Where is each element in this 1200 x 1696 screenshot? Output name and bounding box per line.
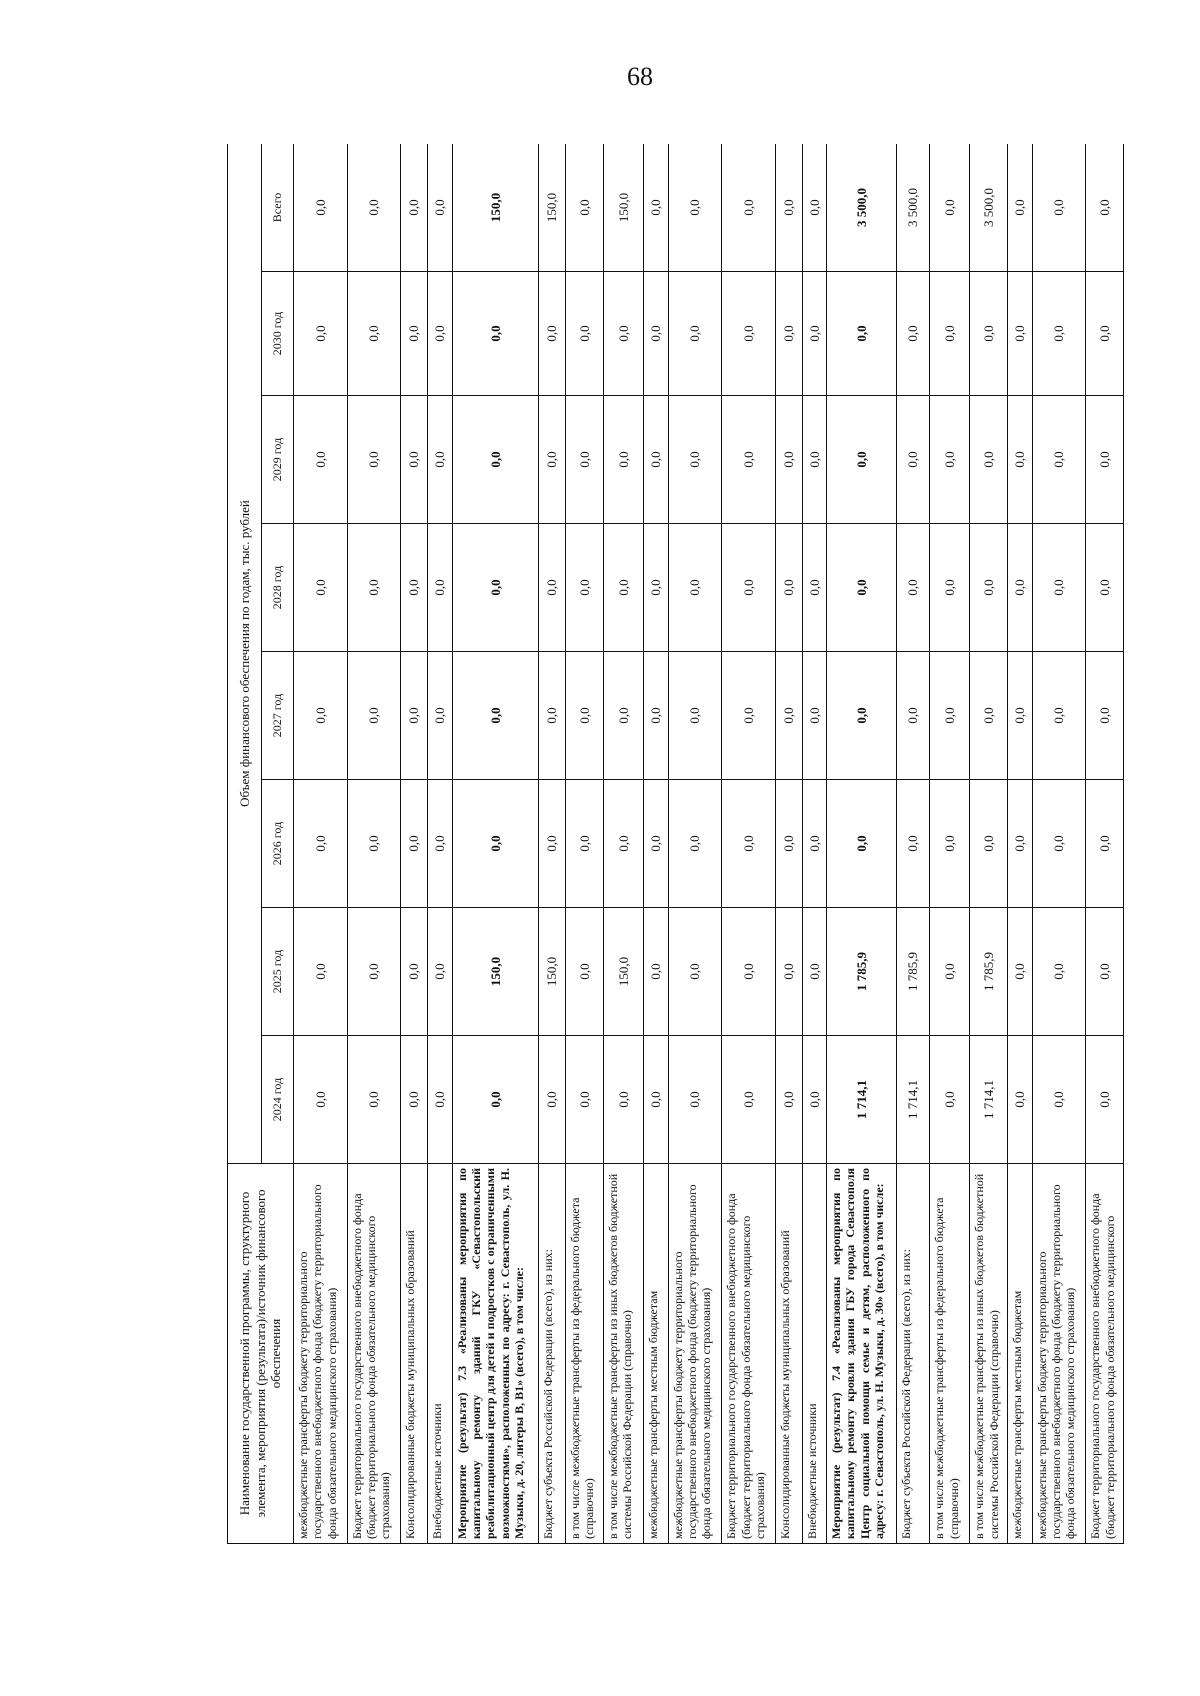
table-row [970,144,1008,1544]
row-value: 1 785,9 [970,908,1008,1036]
row-value: 0,0 [1008,396,1033,524]
row-value: 0,0 [1086,908,1124,1036]
row-value: 0,0 [566,144,604,272]
row-label: межбюджетные трансферты бюджету территориального государственного внебюджетного фонда (бюджету территориального фонда обязательного медицинского страхования) [668,1164,722,1544]
row-value: 1 714,1 [970,1036,1008,1164]
row-value: 0,0 [827,652,897,780]
row-value: 0,0 [452,524,539,652]
row-value: 0,0 [539,652,566,780]
row-value: 0,0 [428,908,453,1036]
row-value: 0,0 [644,1036,669,1164]
row-label: межбюджетные трансферты местным бюджетам [644,1164,669,1544]
table-row [294,144,348,1544]
row-value: 0,0 [930,272,970,396]
row-value: 3 500,0 [970,144,1008,272]
row-label: межбюджетные трансферты местным бюджетам [1008,1164,1033,1544]
row-value: 0,0 [1086,396,1124,524]
row-value: 0,0 [775,396,802,524]
row-value: 0,0 [722,1036,776,1164]
row-value: 0,0 [428,524,453,652]
row-value: 150,0 [603,144,643,272]
row-value: 0,0 [970,524,1008,652]
row-value: 0,0 [930,144,970,272]
row-value: 150,0 [539,144,566,272]
table-row [566,144,604,1544]
row-value: 0,0 [347,144,401,272]
row-value: 0,0 [644,780,669,908]
row-value: 0,0 [347,652,401,780]
row-value: 1 785,9 [827,908,897,1036]
row-value: 0,0 [566,780,604,908]
row-value: 1 785,9 [896,908,929,1036]
row-value: 0,0 [896,272,929,396]
row-value: 0,0 [294,1036,348,1164]
row-value: 0,0 [1086,1036,1124,1164]
row-value: 0,0 [452,396,539,524]
row-value: 0,0 [802,1036,827,1164]
row-value: 0,0 [539,1036,566,1164]
row-value: 0,0 [1032,1036,1086,1164]
row-value: 0,0 [722,272,776,396]
row-label: в том числе межбюджетные трансферты из иных бюджетов бюджетной системы Российской Федерации (справочно) [970,1164,1008,1544]
row-value: 0,0 [1086,780,1124,908]
table-row [827,144,897,1544]
row-value: 0,0 [452,1036,539,1164]
row-label: Бюджет субъекта Российской Федерации (всего), из них: [539,1164,566,1544]
row-value: 0,0 [566,908,604,1036]
table-row [802,144,827,1544]
row-label: Мероприятие (результат) 7.3 «Реализованы мероприятия по капитальному ремонту зданий ГКУ «Севастопольский реабилитационный центр для детей и подростков с ограниченными возможностями», расположенных по адресу: г. Севастополь, ул. Н. Музыки, д. 20, литеры В, В1» (всего), в том числе: [452,1164,539,1544]
row-value: 0,0 [347,1036,401,1164]
row-value: 0,0 [347,524,401,652]
row-value: 0,0 [644,144,669,272]
row-value: 0,0 [294,652,348,780]
row-value: 0,0 [603,652,643,780]
row-value: 0,0 [896,780,929,908]
row-label: межбюджетные трансферты бюджету территориального государственного внебюджетного фонда (бюджету территориального фонда обязательного медицинского страхования) [1032,1164,1086,1544]
row-value: 0,0 [802,524,827,652]
row-value: 0,0 [668,144,722,272]
row-value: 0,0 [294,524,348,652]
header-year-7: 2030 год [262,272,294,396]
table-head [228,144,294,1544]
row-value: 0,0 [827,272,897,396]
row-value: 0,0 [668,1036,722,1164]
row-value: 0,0 [539,780,566,908]
row-value: 0,0 [1008,524,1033,652]
table-row [347,144,401,1544]
row-value: 150,0 [452,144,539,272]
row-value: 0,0 [970,780,1008,908]
row-value: 0,0 [1086,652,1124,780]
row-label: Консолидированные бюджеты муниципальных образований [401,1164,428,1544]
row-label: в том числе межбюджетные трансферты из федерального бюджета (справочно) [930,1164,970,1544]
page-number: 68 [627,62,653,91]
row-value: 0,0 [668,908,722,1036]
row-value: 0,0 [347,396,401,524]
row-value: 0,0 [566,524,604,652]
row-value: 0,0 [1008,652,1033,780]
row-value: 0,0 [294,780,348,908]
row-value: 3 500,0 [896,144,929,272]
row-value: 0,0 [1008,780,1033,908]
row-value: 0,0 [802,652,827,780]
row-value: 0,0 [1086,272,1124,396]
row-value: 0,0 [1008,1036,1033,1164]
row-label: в том числе межбюджетные трансферты из федерального бюджета (справочно) [566,1164,604,1544]
row-value: 0,0 [722,524,776,652]
row-value: 0,0 [970,396,1008,524]
row-value: 0,0 [428,396,453,524]
row-value: 0,0 [347,272,401,396]
row-value: 0,0 [1032,396,1086,524]
row-label: в том числе межбюджетные трансферты из иных бюджетов бюджетной системы Российской Федерации (справочно) [603,1164,643,1544]
row-value: 0,0 [401,780,428,908]
row-value: 0,0 [539,524,566,652]
row-value: 0,0 [401,144,428,272]
row-value: 0,0 [644,908,669,1036]
row-value: 0,0 [668,652,722,780]
row-value: 0,0 [802,272,827,396]
row-value: 0,0 [722,908,776,1036]
row-label: Бюджет территориального государственного внебюджетного фонда (бюджет территориального фонда обязательного медицинского страхования) [722,1164,776,1544]
row-value: 0,0 [294,908,348,1036]
header-year-4: 2027 год [262,652,294,780]
header-financing-group: Объем финансового обеспечения по годам, тыс. рублей [228,144,262,1164]
table-row [722,144,776,1544]
table-row [930,144,970,1544]
row-value: 0,0 [428,652,453,780]
row-value: 0,0 [896,652,929,780]
row-value: 0,0 [603,396,643,524]
financing-table [227,144,1124,1544]
row-value: 0,0 [428,144,453,272]
row-value: 0,0 [452,652,539,780]
row-value: 0,0 [775,272,802,396]
row-value: 0,0 [930,1036,970,1164]
row-value: 0,0 [722,780,776,908]
row-value: 0,0 [722,652,776,780]
row-value: 0,0 [644,272,669,396]
row-value: 0,0 [566,396,604,524]
row-value: 0,0 [722,396,776,524]
table-row [603,144,643,1544]
row-value: 0,0 [401,1036,428,1164]
header-year-8: Всего [262,144,294,272]
row-value: 0,0 [1086,524,1124,652]
row-value: 0,0 [668,272,722,396]
table-frame [227,144,1124,1544]
row-value: 0,0 [294,396,348,524]
row-value: 0,0 [401,396,428,524]
table-body [294,144,1124,1544]
row-value: 0,0 [896,396,929,524]
row-value: 0,0 [1086,144,1124,272]
row-label: Бюджет территориального государственного внебюджетного фонда (бюджет территориального фонда обязательного медицинского страхования) [347,1164,401,1544]
row-value: 0,0 [930,908,970,1036]
row-label: Мероприятие (результат) 7.4 «Реализованы мероприятия по капитальному ремонту кровли здания ГБУ города Севастополя Центр социальной помощи семье и детям, расположенного по адресу: г. Севастополь, ул. Н. Музыки, д. 30» (всего), в том числе: [827,1164,897,1544]
row-label: межбюджетные трансферты бюджету территориального государственного внебюджетного фонда (бюджету территориального фонда обязательного медицинского страхования) [294,1164,348,1544]
table-row [539,144,566,1544]
row-value: 0,0 [294,272,348,396]
table-row [1032,144,1086,1544]
row-value: 0,0 [827,780,897,908]
row-value: 0,0 [401,272,428,396]
row-value: 0,0 [1032,144,1086,272]
table-row [896,144,929,1544]
row-label: Внебюджетные источники [802,1164,827,1544]
row-label: Бюджет территориального государственного внебюджетного фонда (бюджет территориального фонда обязательного медицинского [1086,1164,1124,1544]
row-value: 0,0 [827,524,897,652]
row-label: Бюджет субъекта Российской Федерации (всего), из них: [896,1164,929,1544]
row-value: 0,0 [401,908,428,1036]
row-value: 0,0 [1008,272,1033,396]
row-value: 0,0 [603,272,643,396]
row-value: 0,0 [452,272,539,396]
row-value: 0,0 [566,652,604,780]
rotated-table-wrapper [227,144,1124,1544]
row-value: 0,0 [775,144,802,272]
row-value: 0,0 [802,396,827,524]
row-value: 150,0 [539,908,566,1036]
table-row [452,144,539,1544]
row-value: 0,0 [802,780,827,908]
row-value: 0,0 [566,272,604,396]
table-row [668,144,722,1544]
row-value: 0,0 [668,396,722,524]
row-value: 0,0 [347,780,401,908]
header-year-2: 2025 год [262,908,294,1036]
row-value: 0,0 [1032,652,1086,780]
table-row [428,144,453,1544]
row-value: 0,0 [970,272,1008,396]
row-value: 0,0 [827,396,897,524]
row-value: 0,0 [603,780,643,908]
row-value: 0,0 [428,780,453,908]
row-value: 1 714,1 [896,1036,929,1164]
row-value: 0,0 [775,524,802,652]
row-value: 0,0 [802,908,827,1036]
row-value: 0,0 [603,524,643,652]
header-year-6: 2029 год [262,396,294,524]
row-value: 0,0 [970,652,1008,780]
table-row [1008,144,1033,1544]
row-value: 0,0 [644,652,669,780]
row-value: 0,0 [802,144,827,272]
row-value: 0,0 [775,908,802,1036]
row-value: 150,0 [452,908,539,1036]
row-value: 0,0 [1032,272,1086,396]
row-label: Внебюджетные источники [428,1164,453,1544]
row-value: 0,0 [930,524,970,652]
table-row [401,144,428,1544]
row-value: 0,0 [566,1036,604,1164]
header-year-3: 2026 год [262,780,294,908]
row-value: 0,0 [428,1036,453,1164]
row-value: 150,0 [603,908,643,1036]
row-value: 0,0 [294,144,348,272]
row-value: 0,0 [401,524,428,652]
row-value: 0,0 [775,1036,802,1164]
row-value: 0,0 [1008,144,1033,272]
row-value: 0,0 [1032,780,1086,908]
row-value: 0,0 [775,780,802,908]
row-value: 1 714,1 [827,1036,897,1164]
row-value: 3 500,0 [827,144,897,272]
row-value: 0,0 [722,144,776,272]
row-value: 0,0 [347,908,401,1036]
header-year-5: 2028 год [262,524,294,652]
header-year-1: 2024 год [262,1036,294,1164]
row-value: 0,0 [539,396,566,524]
row-value: 0,0 [644,396,669,524]
table-row [1086,144,1124,1544]
table-row [775,144,802,1544]
header-name-column: Наименование государственной программы, структурного элемента, мероприятия (результата)/источник финансового обеспечения [228,1164,294,1544]
row-value: 0,0 [428,272,453,396]
table-row [644,144,669,1544]
row-value: 0,0 [401,652,428,780]
row-value: 0,0 [1032,908,1086,1036]
row-value: 0,0 [930,396,970,524]
row-value: 0,0 [1032,524,1086,652]
row-value: 0,0 [775,652,802,780]
row-value: 0,0 [452,780,539,908]
row-value: 0,0 [668,524,722,652]
row-value: 0,0 [644,524,669,652]
row-value: 0,0 [896,524,929,652]
row-value: 0,0 [1008,908,1033,1036]
row-value: 0,0 [539,272,566,396]
row-value: 0,0 [603,1036,643,1164]
row-value: 0,0 [668,780,722,908]
row-label: Консолидированные бюджеты муниципальных образований [775,1164,802,1544]
row-value: 0,0 [930,652,970,780]
row-value: 0,0 [930,780,970,908]
